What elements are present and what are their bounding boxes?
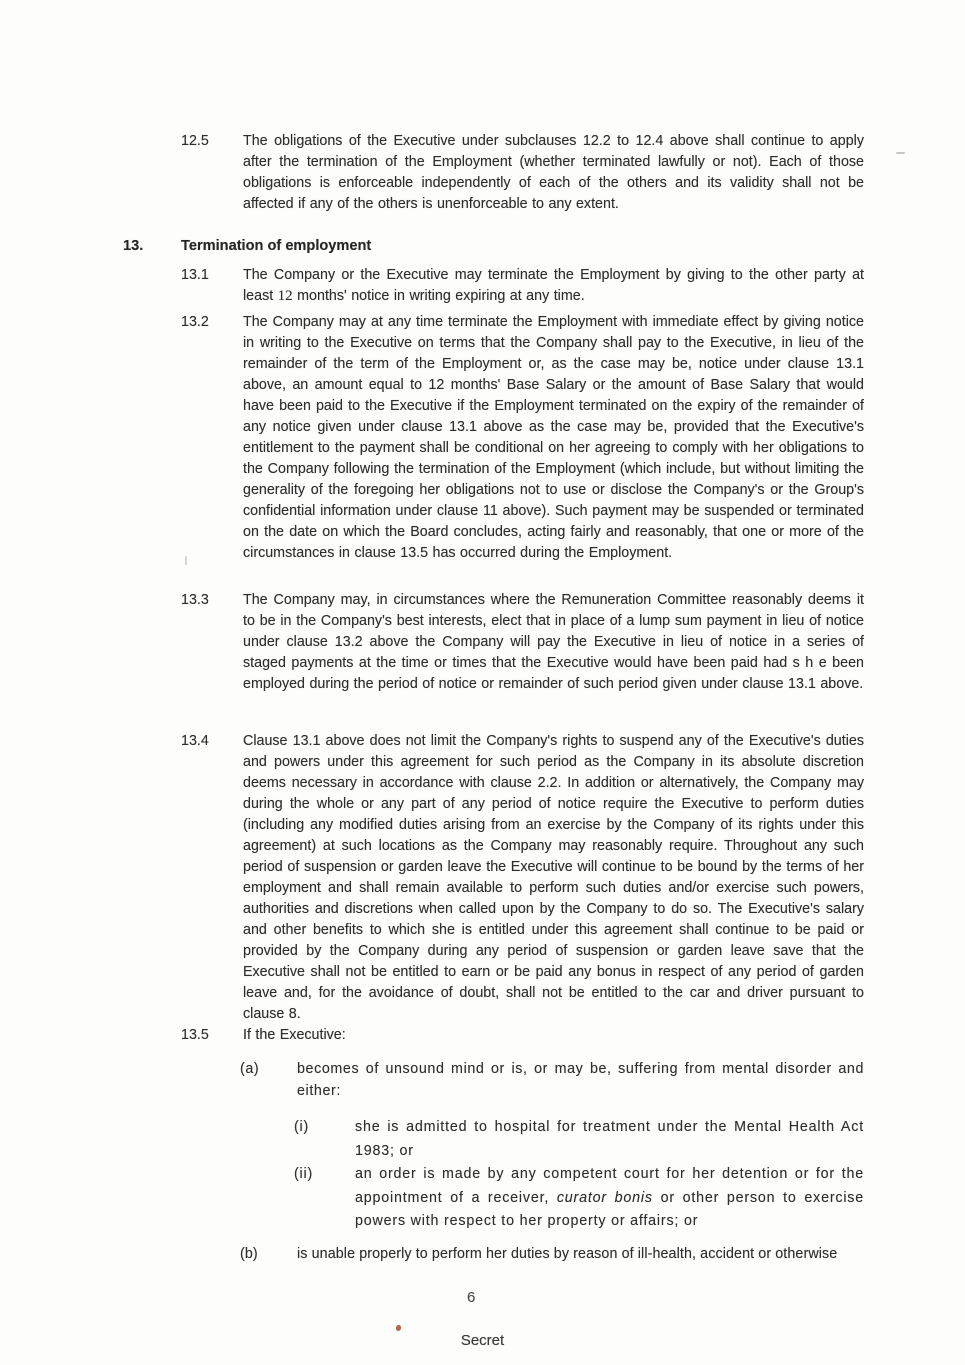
section-13-heading	[123, 236, 371, 257]
item-ii-text	[355, 1163, 864, 1234]
clause-13-4	[181, 731, 864, 1025]
classification-footer: Secret	[460, 1332, 505, 1349]
clause-13-4-number: 13.4	[181, 733, 209, 749]
item-ii-line-2-before: appointment of a receiver,	[355, 1189, 557, 1206]
clause-13-1-serif-number: 12	[277, 288, 293, 304]
item-a-label: (a)	[240, 1061, 260, 1077]
item-i-label: (i)	[294, 1119, 310, 1135]
clause-13-3	[181, 590, 864, 695]
clause-13-1-text	[243, 265, 864, 307]
clause-13-1-number: 13.1	[181, 267, 209, 283]
clause-13-3-text: The Company may, in circumstances where the Remuneration Committee reasonably deems it to be in the Company's best interests, elect that in place of a lump sum payment in lieu of notice under clause 13.2 above the Company will pay the Executive in lieu of notice in a series of staged payments at the time or times that the Executive would have been paid had s h e been employed during the period of notice or remainder of such period given under clause 13.1 above.	[243, 592, 864, 692]
scan-artifact	[185, 556, 187, 565]
scan-artifact	[896, 152, 905, 154]
clause-13-1-text-after: months' notice in writing expiring at any time.	[292, 288, 585, 304]
item-i-line-2: 1983; or	[355, 1142, 414, 1159]
clause-13-2	[181, 312, 864, 564]
item-ii	[294, 1163, 864, 1234]
item-ii-line-3: powers with respect to her property or affairs; or	[355, 1213, 699, 1229]
item-a-line-2: either:	[297, 1083, 341, 1099]
clause-13-5	[181, 1025, 864, 1046]
item-a-text	[297, 1058, 864, 1102]
clause-13-2-number: 13.2	[181, 314, 209, 330]
clause-12-5-text: The obligations of the Executive under subclauses 12.2 to 12.4 above shall continue to apply after the termination of the Employment (whether terminated lawfully or not). Each of those obligations is enforceable independently of each of the others and its validity shall not be affected if any of the others is unenforceable to any extent.	[243, 133, 864, 212]
clause-13-5-number: 13.5	[181, 1027, 209, 1043]
item-ii-line-1: an order is made by any competent court for her detention or for the	[355, 1166, 864, 1182]
item-ii-latin-term: curator bonis	[556, 1189, 653, 1206]
item-i-line-1: she is admitted to hospital for treatment under the Mental Health Act	[355, 1119, 864, 1135]
clause-13-5-text: If the Executive:	[243, 1027, 346, 1043]
item-i	[294, 1116, 864, 1163]
clause-13-1	[181, 265, 864, 307]
item-b-text: is unable properly to perform her duties by reason of ill-health, accident or otherwise	[297, 1246, 838, 1262]
page-number: 6	[467, 1289, 476, 1306]
item-a-line-1: becomes of unsound mind or is, or may be, suffering from mental disorder and	[297, 1061, 864, 1077]
clause-12-5-number: 12.5	[181, 133, 209, 149]
item-b-label: (b)	[240, 1246, 258, 1262]
item-b	[240, 1243, 864, 1265]
item-i-text	[355, 1116, 864, 1163]
section-13-title: Termination of employment	[181, 238, 372, 254]
item-ii-label: (ii)	[294, 1166, 314, 1182]
clause-13-2-text: The Company may at any time terminate the Employment with immediate effect by giving notice in writing to the Executive on terms that the Company shall pay to the Executive, in lieu of the remainder of the term of the Employment or, as the case may be, notice under clause 13.1 above, an amount equal to 12 months' Base Salary or the amount of Base Salary that would have been paid to the Executive if the Employment terminated on the expiry of the remainder of any notice given under clause 13.1 above as the case may be, provided that the Executive's entitlement to the payment shall be conditional on her agreeing to comply with her obligations to the Company following the termination of the Employment (which include, but without limiting the generality of the foregoing her obligations not to use or disclose the Company's or the Group's confidential information under clause 11 above). Such payment may be suspended or terminated on the date on which the Board concludes, acting fairly and reasonably, that one or more of the circumstances in clause 13.5 has occurred during the Employment.	[243, 314, 864, 561]
item-ii-line-2-after: or other person to exercise	[652, 1189, 865, 1206]
ink-speck	[396, 1325, 401, 1331]
item-ii-line-2	[355, 1187, 864, 1211]
clause-13-3-number: 13.3	[181, 592, 209, 608]
section-13-number: 13.	[123, 238, 144, 254]
clause-13-1-text-before: The Company or the Executive may terminate the Employment by giving to the other party at least	[243, 267, 864, 304]
clause-12-5	[181, 131, 864, 215]
item-a	[240, 1058, 864, 1102]
clause-13-4-text: Clause 13.1 above does not limit the Company's rights to suspend any of the Executive's duties and powers under this agreement for such period as the Company in its absolute discretion deems necessary in accordance with clause 2.2. In addition or alternatively, the Company may during the whole or any part of any period of notice require the Executive to perform duties (including any modified duties arising from an exercise by the Company of its rights under this agreement) at such locations as the Company may reasonably require. Throughout any such period of suspension or garden leave the Executive will continue to be bound by the terms of her employment and shall remain available to perform such duties and/or exercise such powers, authorities and discretions when called upon by the Company to do so. The Executive's salary and other benefits to which she is entitled under this agreement shall continue to be paid or provided by the Company during any period of suspension or garden leave save that the Executive shall not be entitled to earn or be paid any bonus in respect of any period of garden leave and, for the avoidance of doubt, shall not be entitled to the car and driver pursuant to clause 8.	[243, 733, 864, 1022]
